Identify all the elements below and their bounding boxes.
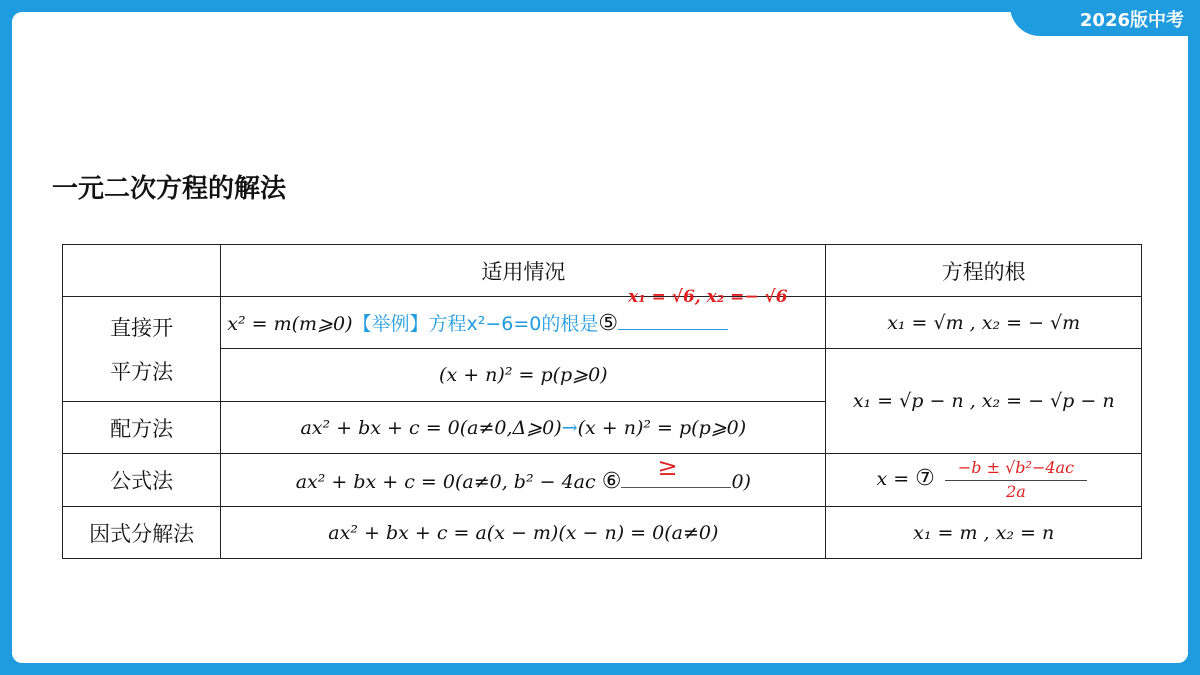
root-prefix: x = xyxy=(876,468,910,490)
arrow-icon: → xyxy=(561,416,578,439)
page-title: 一元二次方程的解法 xyxy=(52,174,287,204)
blank-number-7: ⑦ xyxy=(915,466,935,491)
condition-quadratic-formula xyxy=(221,454,826,507)
answer-blank-6 xyxy=(621,452,731,488)
table-row xyxy=(63,349,1142,402)
header-condition: 适用情况 xyxy=(221,245,826,297)
condition-right: (x + n)² = p(p⩾0) xyxy=(577,416,747,439)
method-direct-sqrt xyxy=(63,297,221,402)
header-roots: 方程的根 xyxy=(826,245,1142,297)
solution-methods-table xyxy=(62,244,1142,559)
blank-number-5: ⑤ xyxy=(598,311,619,336)
edition-label: 2026版中考 xyxy=(1079,10,1184,31)
answer-7-denominator: 2a xyxy=(1006,482,1026,501)
table-row xyxy=(63,297,1142,349)
roots-direct-sqrt-a: x₁ = √m , x₂ = − √m xyxy=(826,297,1142,349)
roots-shared: x₁ = √p − n , x₂ = − √p − n xyxy=(826,349,1142,454)
condition-left: ax² + bx + c = 0(a≠0,Δ⩾0) xyxy=(300,416,562,439)
method-direct-sqrt-line2: 平方法 xyxy=(110,360,174,384)
header-method xyxy=(63,245,221,297)
roots-quadratic-formula xyxy=(826,454,1142,507)
answer-blank-5 xyxy=(618,287,788,330)
condition-right: 0) xyxy=(731,470,751,493)
condition-direct-sqrt-a xyxy=(221,287,826,349)
condition-formula: x² = m(m⩾0) xyxy=(227,313,353,335)
condition-direct-sqrt-b: (x + n)² = p(p⩾0) xyxy=(221,349,826,402)
method-factoring: 因式分解法 xyxy=(63,507,221,559)
method-direct-sqrt-line1: 直接开 xyxy=(110,316,174,340)
roots-factoring: x₁ = m , x₂ = n xyxy=(826,507,1142,559)
table-row xyxy=(63,454,1142,507)
example-tag: 【举例】 xyxy=(352,313,429,335)
condition-completing-square xyxy=(221,402,826,454)
table-header-row xyxy=(63,245,1142,297)
table-row xyxy=(63,507,1142,559)
fraction-bar xyxy=(945,480,1087,481)
condition-left: ax² + bx + c = 0(a≠0, b² − 4ac xyxy=(295,470,596,493)
answer-6: ≥ xyxy=(657,452,678,481)
answer-7-numerator: −b ± √b²−4ac xyxy=(957,458,1075,477)
answer-5: x₁ = √6, x₂ =− √6 xyxy=(628,287,788,307)
method-completing-square: 配方法 xyxy=(63,402,221,454)
answer-7-fraction xyxy=(941,458,1091,502)
method-quadratic-formula: 公式法 xyxy=(63,454,221,507)
blank-number-6: ⑥ xyxy=(601,468,622,494)
condition-factoring: ax² + bx + c = a(x − m)(x − n) = 0(a≠0) xyxy=(221,507,826,559)
example-text: 方程x²−6=0的根是 xyxy=(428,313,599,335)
